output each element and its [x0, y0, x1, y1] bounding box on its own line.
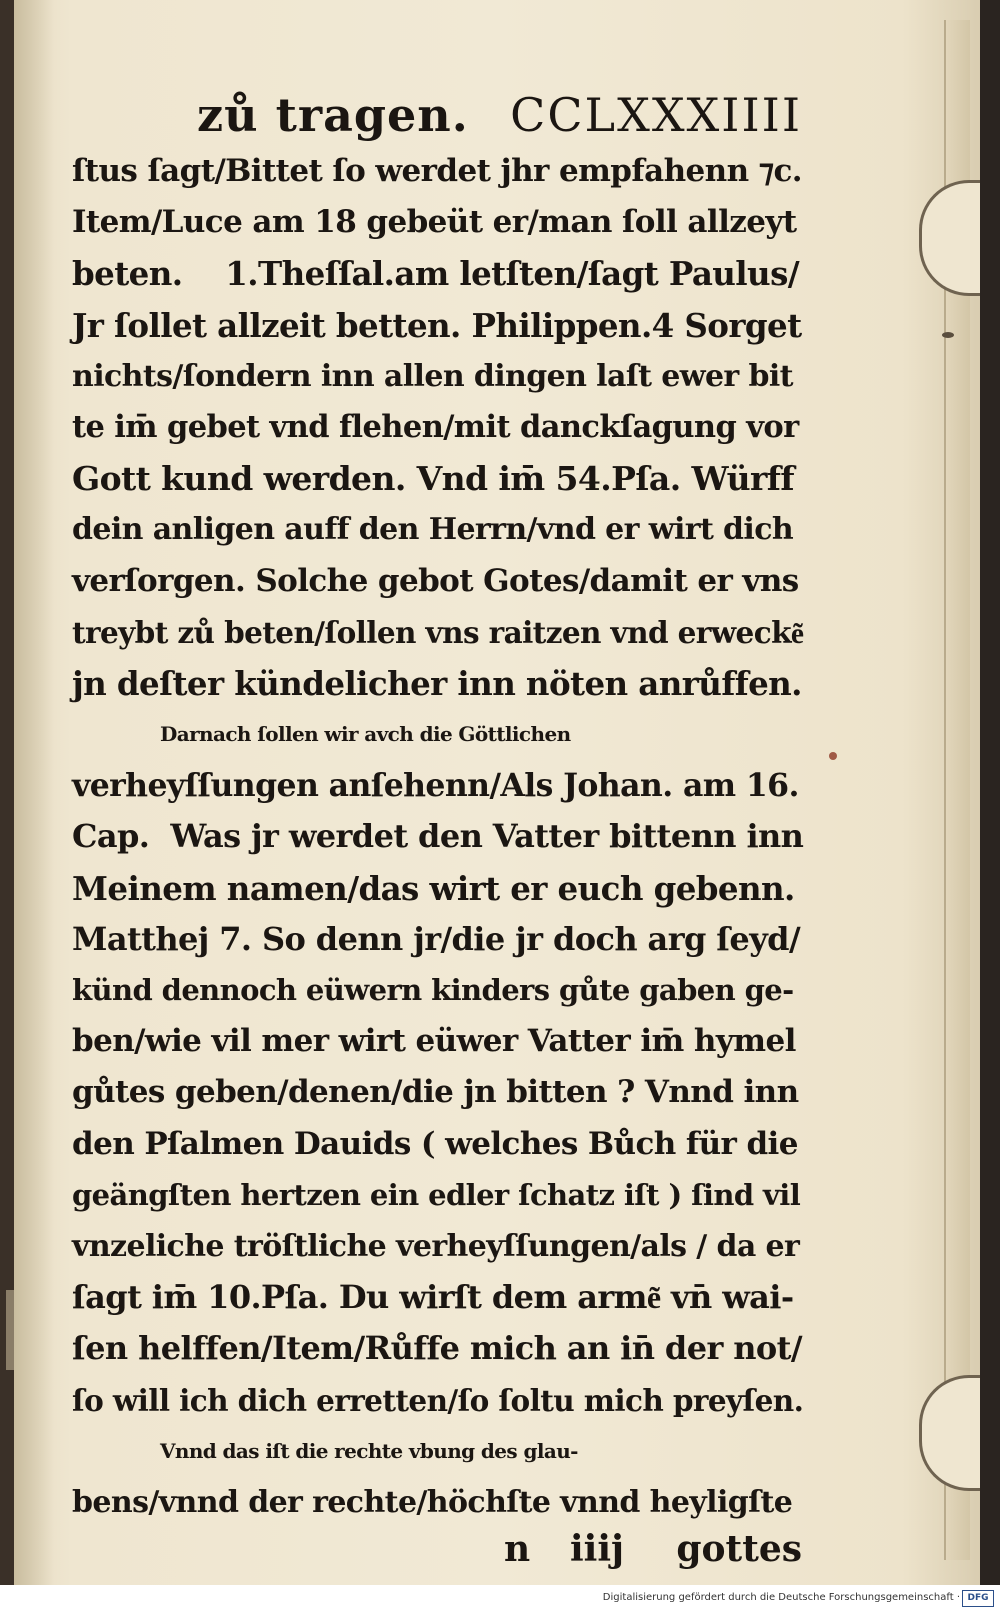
text-line: treybt zů beten/ſollen vns raitzen vnd erwecke͂: [72, 614, 804, 650]
book-page: [14, 0, 980, 1585]
text-line: beten. 1.Theſſal.am letſten/ſagt Paulus/: [72, 254, 800, 294]
text-line: Meinem namen/das wirt er euch gebenn.: [72, 868, 795, 908]
text-line: ſtus ſagt/Bittet ſo werdet jhr empfahenn ⁊c.: [72, 153, 802, 189]
dfg-logo-icon: DFG: [962, 1590, 994, 1607]
text-line: nichts/ſondern inn allen dingen laſt ewer bit: [72, 358, 793, 394]
running-header: [72, 88, 802, 146]
edge-mark: [942, 332, 954, 338]
ink-spot: [829, 752, 837, 760]
text-line: te im̄ gebet vnd flehen/mit danckſagung vor: [72, 408, 799, 445]
text-line: ſo will ich dich erretten/ſo ſoltu mich preyſen.: [72, 1382, 804, 1418]
text-line: geängſten hertzen ein edler ſchatz iſt ) ſind vil: [72, 1177, 801, 1212]
gutter-shadow: [14, 0, 54, 1585]
paragraph-start-line: Vnnd das iſt die rechte vbung des glau-: [160, 1438, 578, 1463]
text-line: ben/wie vil mer wirt eüwer Vatter im̄ hymel: [72, 1023, 796, 1060]
footer-bar: [0, 1585, 1000, 1613]
text-line: dein anligen auff den Herrn/vnd er wirt dich: [72, 512, 794, 548]
text-line: künd dennoch eüwern kinders gůte gaben ge-: [72, 973, 794, 1007]
text-line: ſagt im̄ 10.Pſa. Du wirſt dem arme͂ vn̄ wai-: [72, 1278, 794, 1317]
text-line: bens/vnnd der rechte/höchſte vnnd heyligſte: [72, 1484, 793, 1520]
signature-mark: n: [504, 1528, 531, 1571]
text-line: jn deſter kündelicher inn nöten anrůffen.: [72, 663, 802, 703]
signature-number: iiij: [570, 1528, 625, 1571]
text-line: Cap. Was jr werdet den Vatter bittenn inn: [72, 817, 804, 856]
running-title: zů tragen.: [197, 88, 469, 142]
text-line: Matthej 7. So denn jr/die jr doch arg ſeyd/: [72, 919, 801, 958]
text-line: Item/Luce am 18 gebeüt er/man ſoll allzeyt: [72, 204, 797, 241]
catchline: [72, 1528, 802, 1580]
funding-credit: Digitalisierung gefördert durch die Deutsche Forschungsgemeinschaft ·: [602, 1592, 960, 1603]
paragraph-start-line: Darnach ſollen wir avch die Göttlichen: [160, 722, 571, 747]
text-line: Gott kund werden. Vnd im̄ 54.Pſa. Würff: [72, 459, 794, 499]
clasp-top-icon: [919, 180, 980, 296]
text-line: Jr ſollet allzeit betten. Philippen.4 Sorget: [72, 305, 802, 345]
text-line: verſorgen. Solche gebot Gotes/damit er vns: [72, 562, 799, 599]
clasp-bottom-icon: [919, 1375, 980, 1491]
text-line: gůtes geben/denen/die jn bitten ? Vnnd inn: [72, 1074, 799, 1111]
text-line: den Pſalmen Dauids ( welches Bůch für die: [72, 1125, 798, 1162]
folio-number: CCLXXXIIII: [510, 88, 802, 142]
text-line: ſen helffen/Item/Růffe mich an in̄ der not/: [72, 1329, 802, 1368]
text-line: verheyſſungen anſehenn/Als Johan. am 16.: [72, 767, 799, 805]
text-block: [72, 88, 802, 1580]
catchword: gottes: [676, 1528, 802, 1571]
text-line: vnzeliche tröſtliche verheyſſungen/als / da er: [72, 1228, 800, 1264]
